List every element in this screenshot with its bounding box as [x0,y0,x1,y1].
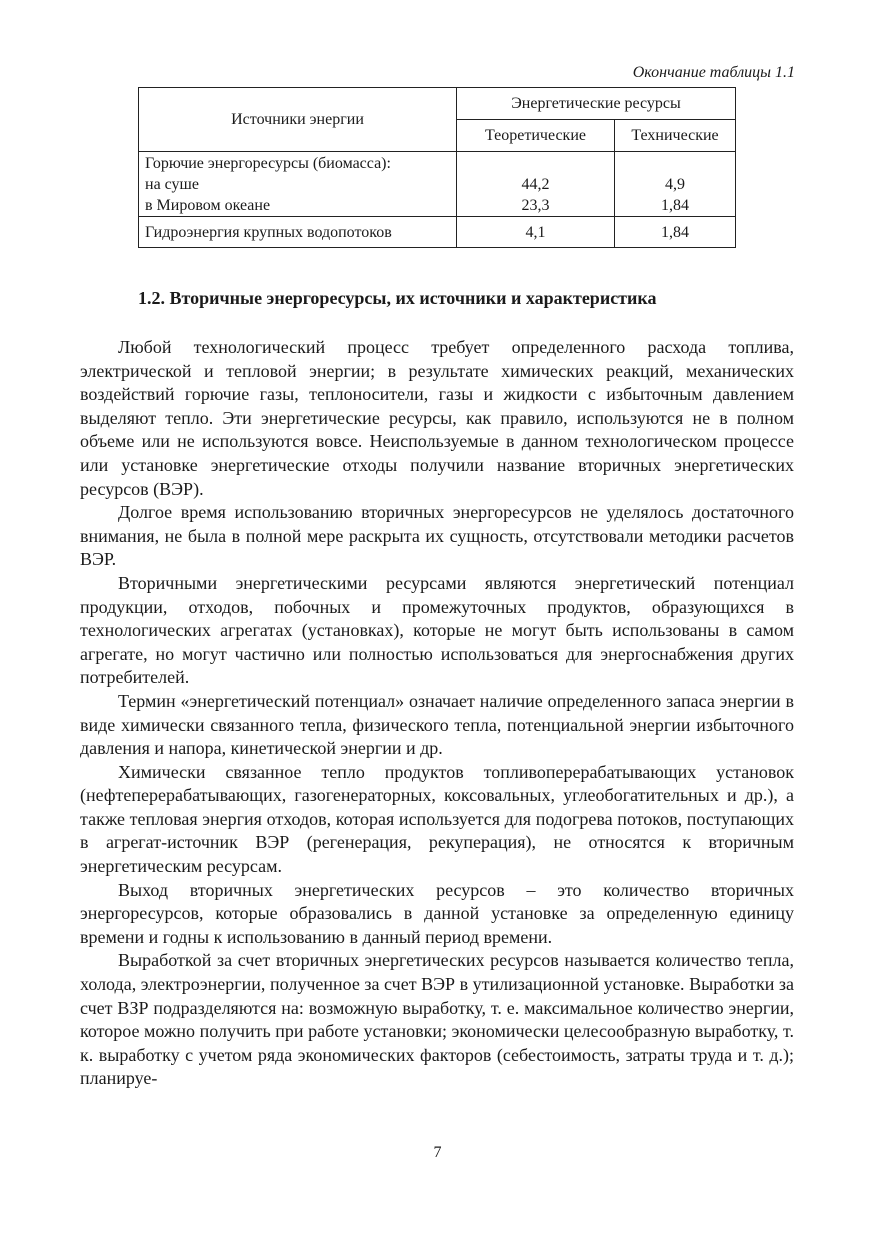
paragraph: Выработкой за счет вторичных энергетических ресурсов называется количество тепла, холода, электроэнергии, полученное за счет ВЭР в утилизационной установке. Выработки за счет ВЗР подразделяются на: возможную выработку, т. е. максимальное количество энергии, которое можно получить при работе установки; экономически целесообразную выработку, т. к. выработку с учетом ряда экономических факторов (себестоимость, затраты труда и т. д.); планируе- [80,950,794,1089]
header-theoretical: Теоретические [457,120,615,152]
technical-cell: 1,84 [615,217,736,248]
theoretical-cell: 4,1 [457,217,615,248]
value-line: 4,9 [665,175,685,193]
paragraph: Долгое время использованию вторичных энергоресурсов не уделялось достаточного внимания, не была в полной мере раскрыта их сущность, отсутствовали методики расчетов ВЭР. [80,502,794,570]
paragraph: Выход вторичных энергетических ресурсов – это количество вторичных энергоресурсов, которые образовались в данной установке за определенную единицу времени и годны к использованию в данный период времени. [80,879,794,947]
paragraph: Термин «энергетический потенциал» означает наличие определенного запаса энергии в виде химически связанного тепла, физического тепла, потенциальной энергии избыточного давления и напора, кинетической энергии и др. [80,690,794,759]
section-body [80,336,794,1091]
table-header-row [139,88,736,120]
value-line [463,153,608,174]
technical-cell [615,152,736,217]
source-cell [139,152,457,217]
table-row [139,152,736,217]
table-caption: Окончание таблицы 1.1 [632,64,795,81]
paragraph: Любой технологический процесс требует определенного расхода топлива, электрической и тепловой энергии; в результате химических реакций, механических воздействий горючие газы, теплоносители, газы и жидкости с избыточным давлением выделяют тепло. Эти энергетические ресурсы, как правило, используются не в полном объеме или не используются вовсе. Неиспользуемые в данном технологическом процессе или установке энергетические отходы получили название вторичных энергетических ресурсов (ВЭР). [80,337,794,499]
source-line: Горючие энергоресурсы (биомасса): [145,154,391,172]
source-cell: Гидроэнергия крупных водопотоков [139,217,457,248]
value-line: 23,3 [521,196,550,214]
header-sources: Источники энергии [139,88,457,152]
value-line [621,153,729,174]
paragraph: Химически связанное тепло продуктов топливоперерабатывающих установок (нефтеперерабатывающих, газогенераторных, коксовальных, углеобогатительных и др.), а также тепловая энергия отходов, которая используется для подогрева потоков, поступающих в агрегат-источник ВЭР (регенерация, рекуперация), не относятся к вторичным энергетическим ресурсам. [80,761,794,877]
section-heading: 1.2. Вторичные энергоресурсы, их источники и характеристика [138,288,657,308]
page-number: 7 [433,1144,442,1161]
source-line: в Мировом океане [145,196,271,214]
theoretical-cell [457,152,615,217]
header-technical: Технические [615,120,736,152]
source-line: на суше [145,175,199,193]
value-line: 1,84 [661,196,689,214]
header-resources: Энергетические ресурсы [457,88,736,120]
paragraph: Вторичными энергетическими ресурсами являются энергетический потенциал продукции, отходов, побочных и промежуточных продуктов, образующихся в технологических агрегатах (установках), которые не могут быть использованы в самом агрегате, но могут частично или полностью использоваться для энергоснабжения других потребителей. [80,572,794,688]
table-row [139,217,736,248]
value-line: 44,2 [521,175,550,193]
energy-resources-table [138,87,736,248]
